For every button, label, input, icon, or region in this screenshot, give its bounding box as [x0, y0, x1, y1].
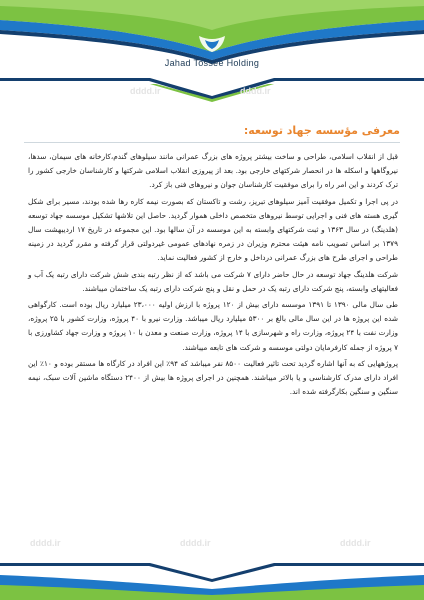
- company-logo: [0, 34, 424, 58]
- paragraph: قبل از انقلاب اسلامی، طراحی و ساخت بیشتر پروژه های بزرگ عمرانی مانند سیلوهای گندم،کارخانه های سیمان، سدها، نیروگاهها و اسکله ها در انحصار شرکتهای خارجی بود. بعد از پیروزی انقلاب اسلامی شرکتها و کارشناسان خارجی کشور را ترک کردند و این امر راه را برای موفقیت کارشناسان جوان و نیروهای فنی باز کرد.: [28, 152, 398, 190]
- watermark: dddd.ir: [340, 538, 371, 548]
- paragraph: پروژههایی که به آنها اشاره گردید تحت تاثیر فعالیت ۸۵۰۰ نفر میباشد که ۹۴٪ این افراد در کارگاه ها مستقر بوده و ۱۰٪ این افراد دارای مدرک کارشناسی و یا بالاتر میباشند. همچنین در اجرای پروژه ها بیش از ۲۴۰۰ دستگاه ماشین آلات سبک، نیمه سنگین و سنگین بکارگرفته شده اند.: [28, 358, 398, 397]
- footer-banner: [0, 555, 424, 600]
- watermark: dddd.ir: [240, 86, 271, 96]
- company-name: Jahad Tossee Holding: [164, 58, 260, 68]
- paragraph: در پی اجرا و تکمیل موفقیت آمیز سیلوهای تبریز، رشت و تاکستان که بصورت نیمه کاره رها شده بودند، مسیر برای شکل گیری هسته های فنی و اجرایی توسط نیروهای متخصص داخلی هموار گردید. حاصل این تلاشها تشکیل موسسه جهاد توسعه (هلدینگ) در سال ۱۳۶۳ و ثبت شرکتهای وابسته به این موسسه در آن سالها بود. این مجموعه در تاریخ ۱۷ اردیبهشت سال ۱۳۷۹ بر اساس تصویب نامه هیئت محترم وزیران در زمره نهادهای عمومی غیردولتی قرار گرفته و مقرر گردید در زمینه طراحی و اجرای طرح های بزرگ عمرانی درداخل و خارج از کشور فعالیت نماید.: [28, 196, 398, 263]
- body-text: [28, 150, 398, 401]
- title-divider: [24, 142, 400, 143]
- paragraph: شرکت هلدینگ جهاد توسعه در حال حاضر دارای ۷ شرکت می باشد که از نظر رتبه بندی شش شرکت دارای رتبه یک آب و فعالیتهای وابسته، پنج شرکت دارای رتبه یک در حمل و نقل و پنج شرکت دارای رتبه یک ساختمان میباشند.: [28, 269, 398, 293]
- section-title: معرفی مؤسسه جهاد توسعه:: [243, 124, 400, 137]
- logo-icon: [195, 34, 229, 54]
- watermark: dddd.ir: [130, 86, 161, 96]
- watermark: dddd.ir: [180, 538, 211, 548]
- watermark: dddd.ir: [30, 538, 61, 548]
- paragraph: طی سال مالی ۱۳۹۰ تا ۱۳۹۱ موسسه دارای بیش از ۱۲۰ پروژه با ارزش اولیه ۲۳،۰۰۰ میلیارد ریال بوده است. کارگواهی شده این پروژه ها در این سال مالی بالغ بر ۵۳۰۰ میلیارد ریال میباشد. وزارت نیرو با ۴۰ پروژه، وزارت کشور با ۲۵ پروژه، وزارت نفت با ۲۴ پروژه، وزارت راه و شهرسازی با ۱۴ پروژه، وزارت صنعت و معدن با ۱۰ پروژه و وزارت جهاد کشاورزی با ۷ پروژه از جمله کارفرمایان دولتی موسسه و شرکت های تابعه میباشند.: [28, 300, 398, 352]
